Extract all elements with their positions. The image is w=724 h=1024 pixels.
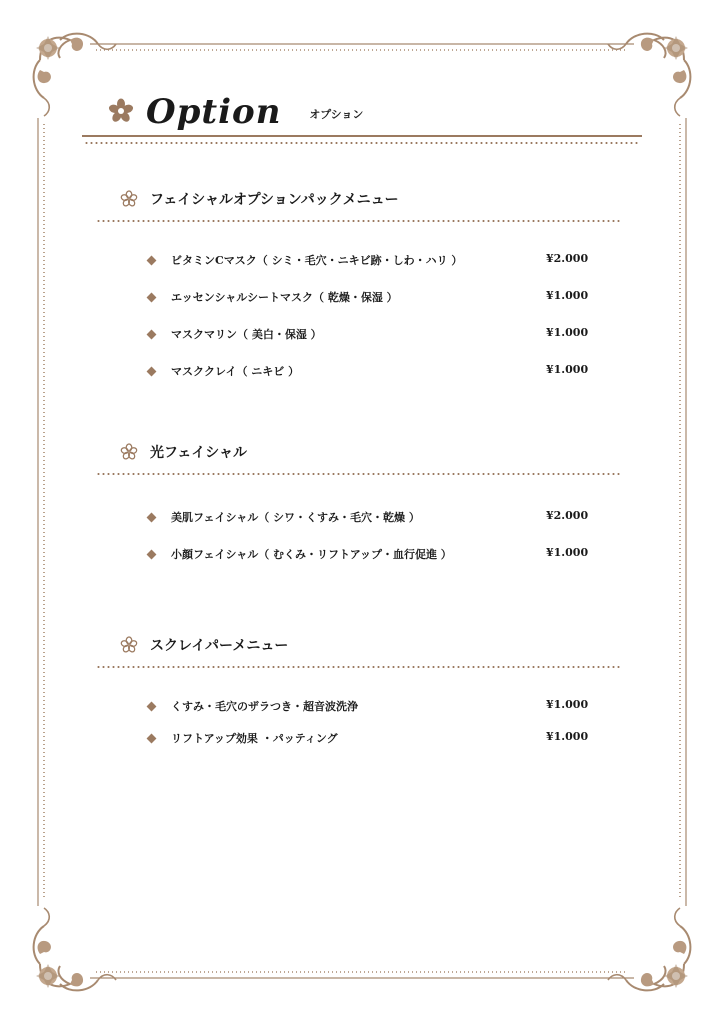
header-rule	[82, 135, 642, 137]
menu-item-name: 小顔フェイシャル（ むくみ・リフトアップ・血行促進 ）	[171, 548, 452, 561]
menu-item	[96, 252, 620, 289]
section-title: スクレイパーメニュー	[150, 638, 289, 654]
menu-item-name: くすみ・毛穴のザラつき・超音波洗浄	[171, 700, 358, 713]
flower-icon	[108, 98, 134, 124]
menu-item-name: リフトアップ効果 ・パッティング	[171, 732, 338, 745]
section-dotted-rule	[96, 473, 620, 475]
menu-item	[96, 698, 620, 730]
section-light-facial	[96, 441, 620, 583]
diamond-bullet-icon	[147, 367, 157, 377]
diamond-bullet-icon	[147, 550, 157, 560]
page-title: Option	[146, 92, 282, 132]
menu-item	[96, 509, 620, 546]
flower-icon	[120, 190, 138, 208]
menu-item-name: 美肌フェイシャル（ シワ・くすみ・毛穴・乾燥 ）	[171, 511, 420, 524]
page-subtitle: オプション	[309, 108, 364, 121]
diamond-bullet-icon	[147, 513, 157, 523]
menu-item-price: ¥2.000	[546, 509, 589, 522]
menu-item-price: ¥1.000	[546, 326, 589, 339]
page-header	[108, 86, 363, 132]
menu-item	[96, 546, 620, 583]
menu-item-price: ¥1.000	[546, 546, 589, 559]
section-dotted-rule	[96, 220, 620, 222]
menu-item	[96, 289, 620, 326]
menu-item	[96, 326, 620, 363]
menu-item-price: ¥1.000	[546, 730, 589, 743]
menu-item-price: ¥1.000	[546, 363, 589, 376]
section-title: フェイシャルオプションパックメニュー	[150, 192, 399, 208]
menu-item-price: ¥2.000	[546, 252, 589, 265]
section-scraper-menu	[96, 634, 620, 767]
diamond-bullet-icon	[147, 734, 157, 744]
menu-item-name: マスククレイ（ ニキビ ）	[171, 365, 300, 378]
diamond-bullet-icon	[147, 293, 157, 303]
section-title: 光フェイシャル	[150, 445, 248, 461]
menu-item	[96, 363, 620, 400]
flower-icon	[120, 443, 138, 461]
diamond-bullet-icon	[147, 702, 157, 712]
menu-item-name: エッセンシャルシートマスク（ 乾燥・保湿 ）	[171, 291, 398, 304]
menu-item-price: ¥1.000	[546, 289, 589, 302]
menu-item	[96, 730, 620, 767]
corner-flourish-top-left	[34, 34, 116, 116]
corner-flourish-top-right	[608, 34, 690, 116]
menu-item-price: ¥1.000	[546, 698, 589, 711]
menu-item-name: ビタミンCマスク（ シミ・毛穴・ニキビ跡・しわ・ハリ ）	[171, 254, 463, 267]
menu-item-name: マスクマリン（ 美白・保湿 ）	[171, 328, 322, 341]
flower-icon	[120, 636, 138, 654]
diamond-bullet-icon	[147, 330, 157, 340]
section-facial-option-pack	[96, 188, 620, 400]
diamond-bullet-icon	[147, 256, 157, 266]
header-dotted-rule	[84, 142, 640, 144]
section-dotted-rule	[96, 666, 620, 668]
